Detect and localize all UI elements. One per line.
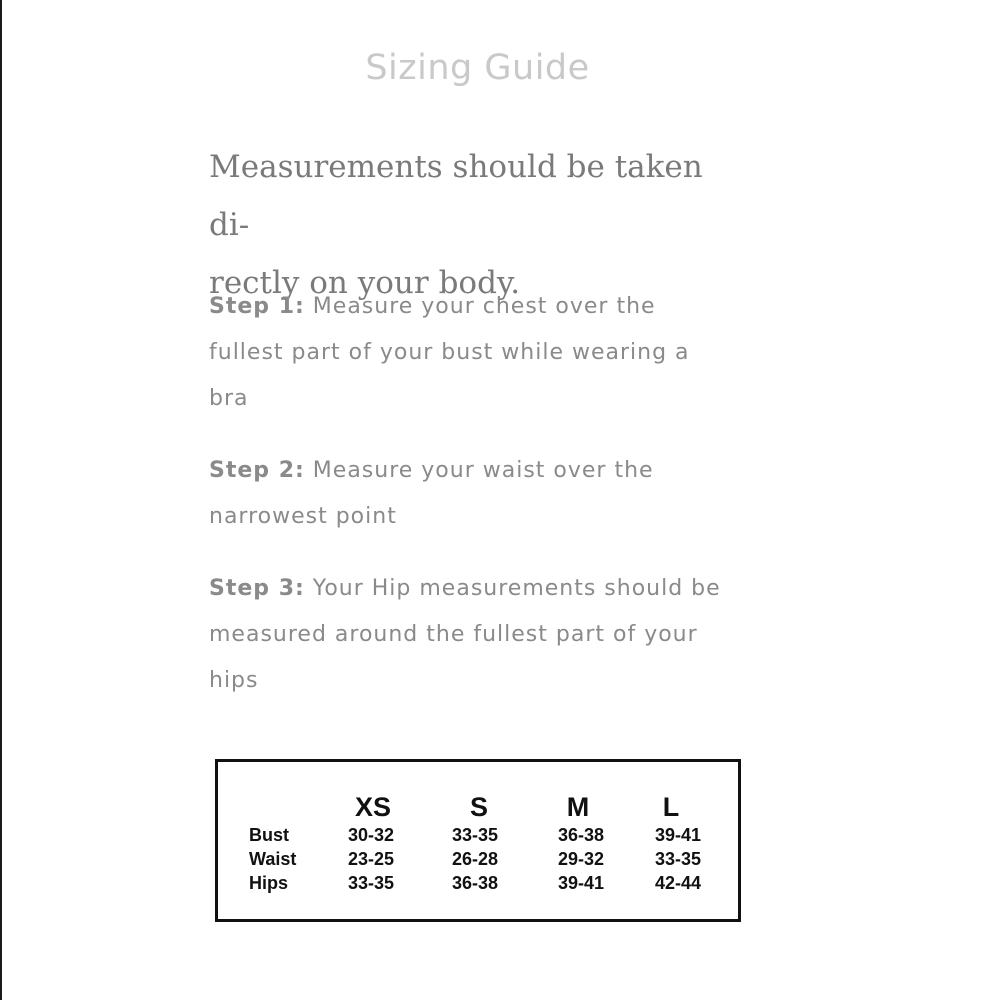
step-2-label: Step 2:: [209, 458, 305, 483]
step-3-label: Step 3:: [209, 576, 305, 601]
cell-waist-m: 29-32: [557, 849, 605, 869]
row-label-hips: Hips: [249, 873, 289, 893]
size-chart-table: [215, 759, 741, 922]
size-header-l: L: [662, 792, 680, 822]
cell-bust-s: 33-35: [451, 825, 499, 845]
step-2-text: Measure your waist over the narrowest point: [209, 458, 654, 529]
cell-bust-l: 39-41: [654, 825, 702, 845]
size-header-xs: XS: [354, 792, 392, 822]
cell-hips-m: 39-41: [557, 873, 605, 893]
cell-hips-l: 42-44: [654, 873, 702, 893]
row-label-bust: Bust: [249, 825, 289, 845]
intro-line-1: Measurements should be taken di-: [209, 149, 703, 243]
size-header-m: M: [566, 792, 590, 822]
left-border-line: [0, 0, 2, 1000]
step-3-text: Your Hip measurements should be measured around the fullest part of your hips: [209, 576, 721, 693]
cell-bust-m: 36-38: [557, 825, 605, 845]
page-title: Sizing Guide: [365, 48, 590, 88]
row-label-waist: Waist: [249, 849, 297, 869]
step-1-text: Measure your chest over the fullest part of your bust while wearing a bra: [209, 294, 690, 411]
step-3: [209, 566, 729, 704]
step-1-label: Step 1:: [209, 294, 305, 319]
cell-waist-s: 26-28: [451, 849, 499, 869]
size-header-s: S: [469, 792, 488, 822]
intro-line-2: rectly on your body.: [209, 265, 521, 301]
cell-hips-s: 36-38: [451, 873, 499, 893]
cell-waist-xs: 23-25: [347, 849, 395, 869]
cell-hips-xs: 33-35: [347, 873, 395, 893]
step-1: [209, 284, 729, 422]
cell-bust-xs: 30-32: [347, 825, 395, 845]
cell-waist-l: 33-35: [654, 849, 702, 869]
step-2: [209, 448, 729, 540]
